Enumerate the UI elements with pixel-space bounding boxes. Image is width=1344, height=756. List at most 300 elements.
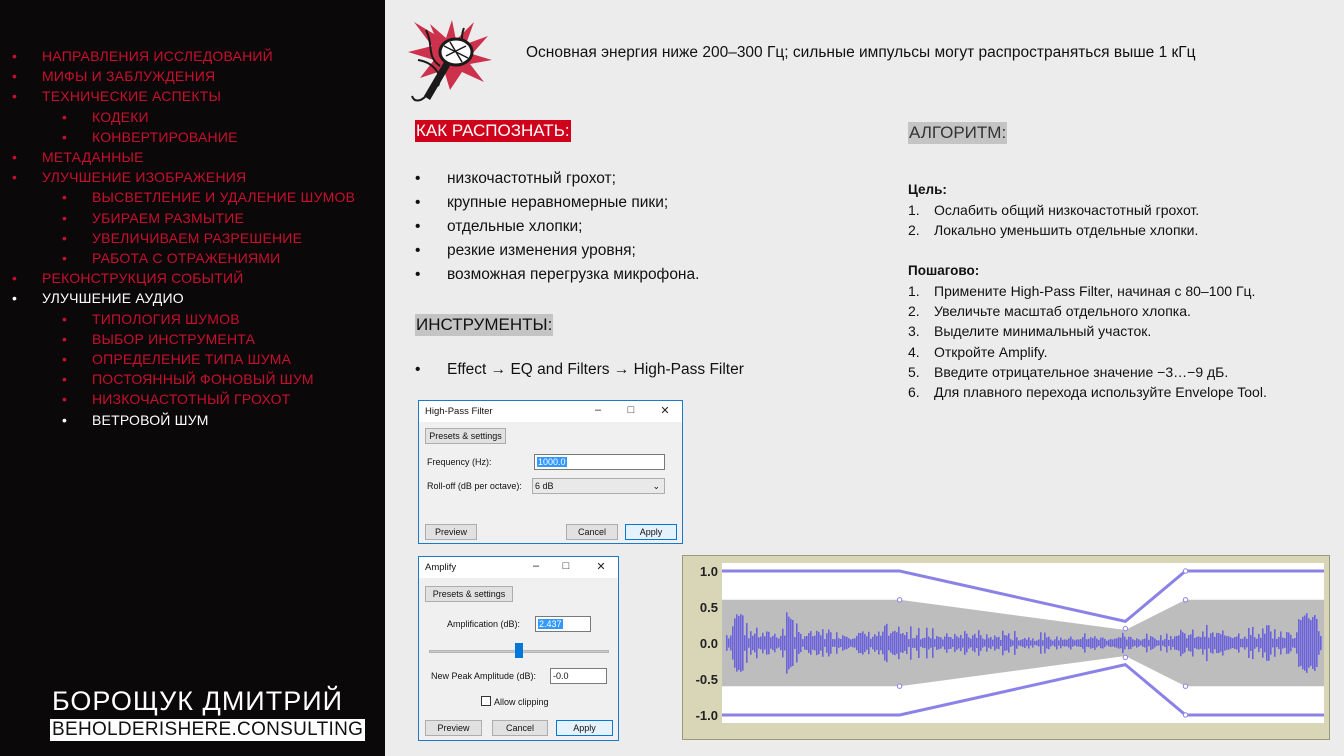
waveform-sample [796, 623, 798, 662]
waveform-sample [1000, 640, 1002, 646]
amplitude-tick-label: -1.0 [695, 708, 718, 723]
waveform-sample [1274, 629, 1276, 657]
waveform-sample [1142, 639, 1144, 647]
waveform-sample [1118, 637, 1120, 648]
waveform-sample [1126, 640, 1128, 647]
waveform-sample [788, 617, 790, 670]
waveform-sample [1312, 617, 1314, 669]
waveform-sample [942, 639, 944, 646]
waveform-sample [1154, 639, 1156, 648]
bullet-icon: • [62, 229, 68, 246]
waveform-sample [756, 628, 758, 659]
waveform-sample [850, 639, 852, 646]
waveform-sample [1288, 632, 1290, 653]
waveform-sample [770, 637, 772, 648]
bullet-icon: • [415, 361, 421, 378]
signs-list [415, 170, 699, 290]
waveform-sample [1120, 638, 1122, 649]
waveform-sample [738, 616, 740, 670]
waveform-sample [1018, 640, 1020, 645]
waveform-sample [1276, 639, 1278, 647]
bullet-icon: • [62, 108, 68, 125]
waveform-sample [898, 627, 900, 660]
sidebar-nav-label: ПОСТОЯННЫЙ ФОНОВЫЙ ШУМ [92, 371, 314, 388]
waveform-sample [1252, 627, 1254, 659]
waveform-sample [1010, 639, 1012, 647]
waveform-sample [814, 636, 816, 651]
waveform-sample [734, 618, 736, 667]
waveform-sample [1054, 639, 1056, 647]
waveform-sample [1160, 635, 1162, 651]
waveform-sample [1216, 633, 1218, 653]
waveform-sample [1270, 631, 1272, 654]
waveform-sample [1296, 632, 1298, 653]
sidebar-nav-item[interactable] [62, 189, 356, 206]
sidebar-nav-item[interactable] [62, 250, 281, 266]
waveform-sample [904, 635, 906, 651]
waveform-sample [1006, 636, 1008, 651]
waveform-sample [780, 636, 782, 650]
cancel-button[interactable]: Cancel [566, 524, 618, 540]
dialog-title: Amplify [425, 562, 457, 573]
waveform-sample [1140, 641, 1142, 646]
waveform-sample [740, 614, 742, 672]
rolloff-value: 6 dB [535, 481, 554, 491]
waveform-sample [990, 637, 992, 649]
dialog-titlebar [419, 401, 682, 422]
waveform-sample [940, 637, 942, 648]
waveform-sample [768, 632, 770, 655]
sidebar-nav-item[interactable] [12, 290, 184, 307]
waveform-sample [1254, 637, 1256, 649]
list-item-text: возможная перегрузка микрофона. [447, 266, 700, 283]
allow-clipping-label: Allow clipping [494, 697, 549, 707]
waveform-sample [864, 634, 866, 652]
header-note: Основная энергия ниже 200–300 Гц; сильные импульсы могут распространяться выше 1 кГц [526, 44, 1196, 61]
waveform-sample [916, 635, 918, 651]
waveform-sample [1102, 638, 1104, 649]
waveform-sample [1298, 619, 1300, 667]
waveform-sample [1184, 633, 1186, 652]
waveform-sample [1162, 640, 1164, 645]
sidebar-nav-item[interactable] [62, 229, 303, 246]
author-name: БОРОЩУК ДМИТРИЙ [52, 686, 344, 716]
sidebar-nav-item[interactable] [62, 411, 209, 428]
waveform-sample [974, 634, 976, 652]
waveform-sample [1246, 639, 1248, 648]
amplify-dialog [418, 556, 619, 741]
waveform-sample [728, 638, 730, 647]
sidebar-nav-label: МИФЫ И ЗАБЛУЖДЕНИЯ [42, 68, 216, 85]
numbered-item-text: Введите отрицательное значение −3…−9 дБ. [934, 363, 1229, 380]
waveform-sample [908, 639, 910, 647]
item-number: 1. [908, 283, 920, 299]
sidebar-nav-item[interactable] [12, 48, 273, 64]
waveform-sample [1060, 638, 1062, 649]
waveform-sample [794, 637, 796, 649]
waveform-sample [1320, 636, 1322, 650]
waveform-sample [938, 637, 940, 650]
waveform-sample [1202, 631, 1204, 654]
sidebar-nav-item[interactable] [62, 209, 245, 226]
waveform-sample [1112, 639, 1114, 646]
envelope-control-point[interactable] [1183, 569, 1187, 573]
chevron-down-icon: ⌄ [652, 481, 660, 491]
sidebar-nav-item[interactable] [12, 149, 144, 165]
sidebar-nav-label: УБИРАЕМ РАЗМЫТИЕ [92, 209, 245, 226]
waveform-sample [892, 631, 894, 654]
waveform-sample [1224, 635, 1226, 650]
bullet-icon: • [12, 169, 18, 186]
sidebar-nav-label: ТИПОЛОГИЯ ШУМОВ [92, 310, 240, 327]
sidebar-nav-item[interactable] [62, 330, 256, 347]
waveform-sample [1090, 637, 1092, 648]
waveform-sample [984, 640, 986, 647]
rolloff-select[interactable] [532, 478, 665, 494]
waveform-sample [1136, 638, 1138, 647]
waveform-sample [800, 634, 802, 652]
sidebar-nav-item[interactable] [12, 270, 244, 287]
rolloff-label: Roll-off (dB per octave): [427, 481, 522, 491]
waveform-sample [1272, 639, 1274, 648]
waveform-sample [1236, 636, 1238, 649]
bullet-icon: • [415, 170, 421, 187]
waveform-sample [742, 615, 744, 670]
dialog-titlebar [419, 557, 618, 578]
waveform-sample [970, 639, 972, 648]
waveform-sample [778, 639, 780, 648]
sidebar-nav-label: ВЕТРОВОЙ ШУМ [92, 411, 209, 428]
waveform-sample [964, 631, 966, 655]
sidebar-nav-label: ВЫБОР ИНСТРУМЕНТА [92, 330, 256, 347]
waveform-sample [1038, 639, 1040, 646]
preview-button[interactable]: Preview [425, 720, 482, 736]
waveform-sample [1144, 639, 1146, 648]
waveform-sample [992, 640, 994, 647]
sidebar-nav-label: УЛУЧШЕНИЕ ИЗОБРАЖЕНИЯ [42, 169, 247, 186]
close-icon[interactable]: ✕ [660, 405, 670, 417]
waveform-sample [928, 637, 930, 650]
numbered-item-text: Увеличьте масштаб отдельного хлопка. [934, 303, 1191, 320]
waveform-sample [1004, 635, 1006, 651]
numbered-item-text: Выделите минимальный участок. [934, 323, 1152, 340]
envelope-control-point[interactable] [897, 684, 901, 688]
sidebar-nav-label: НАПРАВЛЕНИЯ ИССЛЕДОВАНИЙ [42, 48, 273, 64]
apply-button[interactable]: Apply [625, 524, 677, 540]
waveform-sample [1290, 635, 1292, 652]
waveform-sample [968, 637, 970, 648]
waveform-sample [912, 638, 914, 648]
waveform-sample [844, 636, 846, 649]
waveform-sample [1302, 617, 1304, 670]
waveform-sample [776, 637, 778, 648]
sidebar-nav-item[interactable] [62, 310, 240, 327]
item-number: 2. [908, 303, 920, 320]
tools-title: ИНСТРУМЕНТЫ: [416, 315, 553, 334]
waveform-sample [782, 629, 784, 658]
waveform-sample [880, 636, 882, 651]
waveform-sample [754, 634, 756, 653]
sidebar-nav-label: ОПРЕДЕЛЕНИЕ ТИПА ШУМА [92, 351, 292, 367]
waveform-sample [1168, 640, 1170, 646]
waveform-sample [994, 635, 996, 650]
waveform-sample [1146, 634, 1148, 653]
bullet-icon: • [62, 411, 68, 428]
waveform-sample [932, 628, 934, 658]
bullet-icon: • [415, 218, 421, 235]
waveform-sample [1016, 637, 1018, 648]
waveform-sample [1310, 620, 1312, 666]
waveform-sample [1228, 636, 1230, 649]
waveform-sample [872, 637, 874, 650]
waveform-sample [1114, 639, 1116, 648]
presets-settings-button[interactable]: Presets & settings [425, 586, 513, 602]
waveform-sample [1084, 633, 1086, 652]
waveform-sample [1064, 639, 1066, 646]
waveform-sample [876, 636, 878, 650]
waveform-sample [874, 634, 876, 652]
sidebar-nav-item[interactable] [62, 371, 314, 388]
maximize-icon[interactable]: □ [562, 560, 570, 572]
waveform-sample [810, 631, 812, 655]
waveform-sample [1074, 640, 1076, 645]
sidebar-nav-label: НИЗКОЧАСТОТНЫЙ ГРОХОТ [92, 391, 291, 408]
maximize-icon[interactable]: □ [627, 404, 635, 416]
bullet-icon: • [415, 194, 421, 211]
waveform-sample [818, 632, 820, 654]
numbered-item [908, 283, 1267, 303]
waveform-sample [1192, 630, 1194, 657]
minimize-icon[interactable]: – [594, 404, 602, 416]
waveform-sample [980, 635, 982, 651]
amplitude-tick-label: 0.0 [699, 636, 718, 651]
list-item-text: Effect → EQ and Filters → High-Pass Filter [447, 361, 744, 378]
numbered-item [908, 202, 1199, 222]
waveform-sample [792, 620, 794, 666]
waveform-sample [1076, 639, 1078, 646]
waveform-sample [1280, 631, 1282, 654]
sidebar-nav-item[interactable] [62, 351, 292, 367]
waveform-sample [1170, 636, 1172, 650]
waveform-sample [948, 637, 950, 649]
waveform-sample [886, 624, 888, 662]
sidebar-nav-item[interactable] [12, 68, 216, 85]
waveform-sample [732, 626, 734, 659]
waveform-sample [832, 639, 834, 647]
waveform-sample [1180, 630, 1182, 657]
list-item-text: низкочастотный грохот; [447, 170, 616, 187]
sidebar-nav-item[interactable] [62, 108, 149, 125]
microphone-logo [404, 16, 496, 106]
item-number: 1. [908, 202, 920, 218]
waveform-sample [764, 636, 766, 649]
waveform-sample [1124, 637, 1126, 650]
waveform-sample [996, 637, 998, 648]
sidebar-nav-label: ТЕХНИЧЕСКИЕ АСПЕКТЫ [42, 88, 222, 105]
sidebar-nav-label: КОДЕКИ [92, 108, 149, 125]
waveform-sample [870, 639, 872, 647]
amplitude-tick-label: -0.5 [695, 672, 718, 687]
list-item-text: резкие изменения уровня; [447, 242, 636, 259]
sidebar-nav-item[interactable] [12, 169, 247, 186]
preview-button[interactable]: Preview [425, 524, 477, 540]
waveform-sample [890, 633, 892, 652]
waveform-sample [882, 632, 884, 655]
waveform-sample [838, 638, 840, 648]
sidebar-panel [0, 0, 385, 756]
waveform-sample [1092, 638, 1094, 648]
waveform-sample [934, 639, 936, 647]
waveform-sample [1300, 620, 1302, 666]
envelope-control-point[interactable] [1183, 598, 1187, 602]
envelope-control-point[interactable] [1123, 655, 1127, 659]
waveform-sample [958, 638, 960, 649]
waveform-sample [860, 633, 862, 653]
waveform-sample [1204, 637, 1206, 650]
waveform-sample [774, 634, 776, 653]
envelope-control-point[interactable] [1183, 713, 1187, 717]
waveform-sample [982, 639, 984, 648]
bullet-icon: • [12, 270, 18, 287]
waveform-sample [888, 636, 890, 650]
waveform-sample [1066, 640, 1068, 646]
waveform-sample [976, 638, 978, 648]
waveform-sample [1096, 639, 1098, 648]
amplification-slider-thumb[interactable] [515, 643, 523, 658]
waveform-sample [1148, 640, 1150, 647]
numbered-item [908, 222, 1199, 242]
waveform-sample [978, 630, 980, 656]
waveform-sample [1226, 636, 1228, 650]
waveform-sample [1116, 638, 1118, 647]
waveform-sample [1230, 637, 1232, 648]
peak-amplitude-input[interactable]: -0.0 [550, 668, 607, 684]
peak-amplitude-label: New Peak Amplitude (dB): [431, 671, 537, 681]
waveform-sample [1306, 613, 1308, 673]
numbered-item-text: Для плавного перехода используйте Envelope Tool. [934, 383, 1267, 400]
waveform-sample [1056, 637, 1058, 650]
bullet-icon: • [62, 250, 68, 266]
waveform-sample [902, 633, 904, 653]
waveform-sample [930, 638, 932, 647]
waveform-sample [1150, 636, 1152, 650]
waveform-sample [1232, 638, 1234, 648]
waveform-sample [1110, 639, 1112, 647]
list-item [415, 266, 699, 290]
waveform-sample [840, 639, 842, 647]
waveform-sample [1172, 639, 1174, 647]
waveform-sample [1308, 618, 1310, 668]
cancel-button[interactable]: Cancel [492, 720, 548, 736]
waveform-sample [896, 632, 898, 654]
waveform-sample [1080, 639, 1082, 647]
envelope-control-point[interactable] [1183, 684, 1187, 688]
sidebar-nav-label: УЛУЧШЕНИЕ АУДИО [42, 290, 184, 307]
frequency-label: Frequency (Hz): [427, 457, 492, 467]
waveform-sample [820, 635, 822, 650]
waveform-sample [1012, 640, 1014, 645]
allow-clipping-checkbox[interactable] [481, 696, 491, 706]
waveform-sample [1050, 640, 1052, 647]
sidebar-nav-item[interactable] [62, 391, 291, 408]
waveform-sample [1082, 637, 1084, 649]
waveform-sample [1008, 633, 1010, 652]
sidebar-nav-item[interactable] [62, 128, 238, 145]
amplification-input[interactable] [535, 616, 591, 632]
sidebar-nav-label: РЕКОНСТРУКЦИЯ СОБЫТИЙ [42, 270, 244, 287]
waveform-sample [936, 636, 938, 650]
frequency-input[interactable] [534, 454, 665, 470]
item-number: 2. [908, 222, 920, 239]
list-item [415, 361, 744, 385]
waveform-sample [1122, 633, 1124, 653]
waveform-sample [956, 636, 958, 650]
list-item [415, 242, 699, 266]
waveform-sample [1138, 639, 1140, 646]
waveform-sample [998, 637, 1000, 649]
close-icon[interactable]: ✕ [596, 561, 606, 573]
list-item-text: крупные неравномерные пики; [447, 194, 669, 211]
goals-list [908, 202, 1199, 242]
envelope-control-point[interactable] [1123, 626, 1127, 630]
waveform-sample [1052, 641, 1054, 646]
waveform-sample [1164, 639, 1166, 647]
sidebar-nav-label: МЕТАДАННЫЕ [42, 149, 144, 165]
waveform-sample [1028, 637, 1030, 648]
waveform-sample [1210, 633, 1212, 652]
waveform-sample [858, 633, 860, 653]
waveform-sample [1002, 631, 1004, 656]
waveform-sample [842, 635, 844, 651]
numbered-item [908, 344, 1267, 364]
waveform-sample [1194, 638, 1196, 648]
waveform-sample [830, 632, 832, 654]
waveform-sample [804, 636, 806, 649]
how-to-recognize-title: КАК РАСПОЗНАТЬ: [416, 121, 570, 140]
waveform-sample [1278, 637, 1280, 649]
waveform-sample [824, 639, 826, 647]
numbered-item [908, 364, 1267, 384]
numbered-item [908, 303, 1267, 323]
waveform-sample [1292, 639, 1294, 648]
waveform-envelope-view[interactable] [682, 555, 1330, 740]
waveform-sample [1314, 615, 1316, 671]
amplification-label: Amplification (dB): [447, 619, 521, 629]
waveform-sample [848, 638, 850, 648]
numbered-item-text: Примените High-Pass Filter, начиная с 80–100 Гц. [934, 283, 1256, 299]
presets-settings-button[interactable]: Presets & settings [425, 428, 506, 444]
waveform-sample [944, 636, 946, 649]
waveform-sample [954, 634, 956, 652]
waveform-sample [736, 614, 738, 671]
waveform-sample [866, 636, 868, 649]
waveform-sample [1156, 640, 1158, 646]
waveform-sample [1174, 636, 1176, 649]
waveform-sample [1036, 640, 1038, 645]
waveform-sample [1014, 631, 1016, 655]
waveform-sample [1188, 635, 1190, 651]
steps-label: Пошагово: [908, 263, 980, 278]
waveform-sample [1046, 637, 1048, 648]
minimize-icon[interactable]: – [532, 560, 540, 572]
author-website: BEHOLDERISHERE.CONSULTING [52, 719, 364, 740]
waveform-sample [852, 639, 854, 648]
waveform-sample [766, 631, 768, 654]
waveform-sample [1198, 636, 1200, 649]
envelope-control-point[interactable] [897, 598, 901, 602]
sidebar-nav-item[interactable] [12, 88, 222, 105]
apply-button[interactable]: Apply [556, 720, 613, 736]
